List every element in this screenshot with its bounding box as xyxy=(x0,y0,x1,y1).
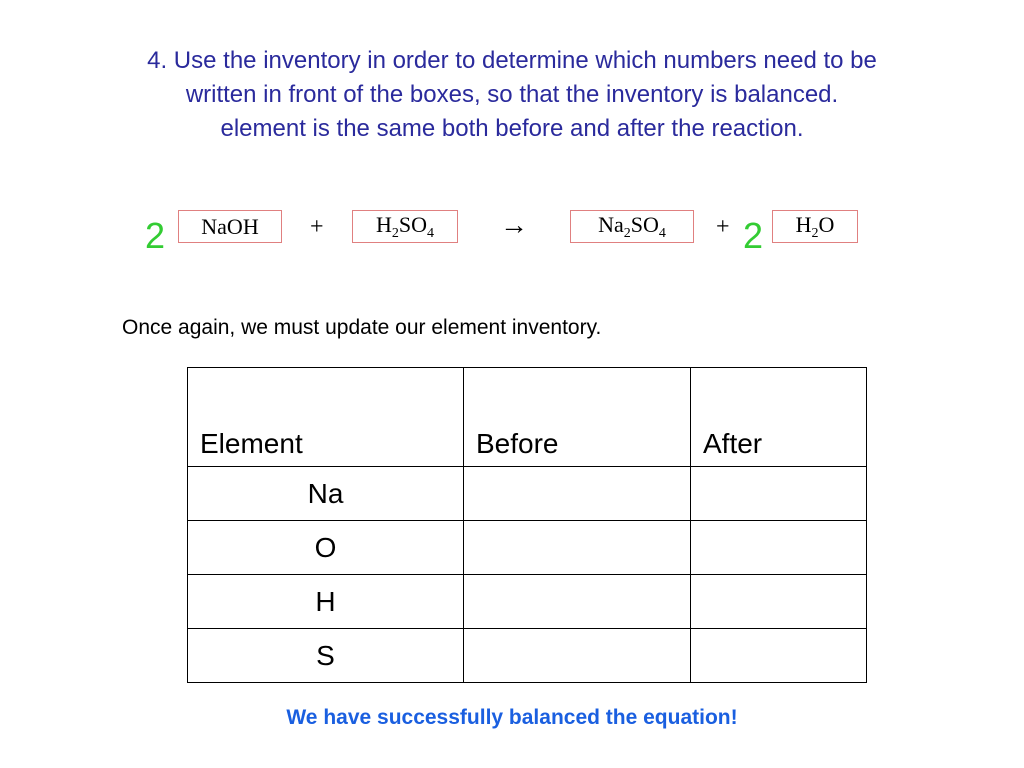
after-cell xyxy=(691,629,867,683)
table-row xyxy=(188,629,867,683)
success-message: We have successfully balanced the equation! xyxy=(286,706,738,729)
before-cell xyxy=(464,629,691,683)
formula-na2so4: $Na_2SO_4$ xyxy=(598,211,666,241)
formula-h2o: $H_2O$ xyxy=(795,211,835,241)
after-cell xyxy=(691,521,867,575)
element-cell: S xyxy=(188,629,464,683)
product-box-na2so4 xyxy=(570,210,694,243)
heading-line-3: element is the same both before and after the reaction. xyxy=(220,115,804,142)
formula-h2so4: $H_2SO_4$ xyxy=(375,211,434,241)
heading-line-2: written in front of the boxes, so that the inventory is balanced. xyxy=(185,81,839,108)
element-cell: O xyxy=(188,521,464,575)
table-header-row xyxy=(188,368,867,467)
reactant-box-h2so4 xyxy=(352,210,458,243)
before-cell xyxy=(464,521,691,575)
header-after: After xyxy=(691,368,867,467)
table-row xyxy=(188,575,867,629)
table-row xyxy=(188,521,867,575)
coefficient-naoh: 2 xyxy=(145,215,166,256)
header-element: Element xyxy=(188,368,464,467)
after-cell xyxy=(691,575,867,629)
before-cell xyxy=(464,575,691,629)
plus-sign-2: + xyxy=(716,214,730,240)
element-inventory-table xyxy=(187,367,867,683)
table-row xyxy=(188,467,867,521)
element-cell: H xyxy=(188,575,464,629)
header-before: Before xyxy=(464,368,691,467)
plus-sign-1: + xyxy=(310,214,324,240)
reactant-box-naoh xyxy=(178,210,282,243)
coefficient-h2o: 2 xyxy=(743,215,764,256)
reaction-arrow-icon: → xyxy=(500,210,528,241)
element-cell: Na xyxy=(188,467,464,521)
formula-naoh: NaOH xyxy=(201,213,259,239)
after-cell xyxy=(691,467,867,521)
before-cell xyxy=(464,467,691,521)
product-box-h2o xyxy=(772,210,858,243)
inventory-note: Once again, we must update our element inventory. xyxy=(122,316,602,339)
instruction-heading xyxy=(40,44,984,146)
heading-line-1: 4. Use the inventory in order to determine which numbers need to be xyxy=(147,47,877,74)
